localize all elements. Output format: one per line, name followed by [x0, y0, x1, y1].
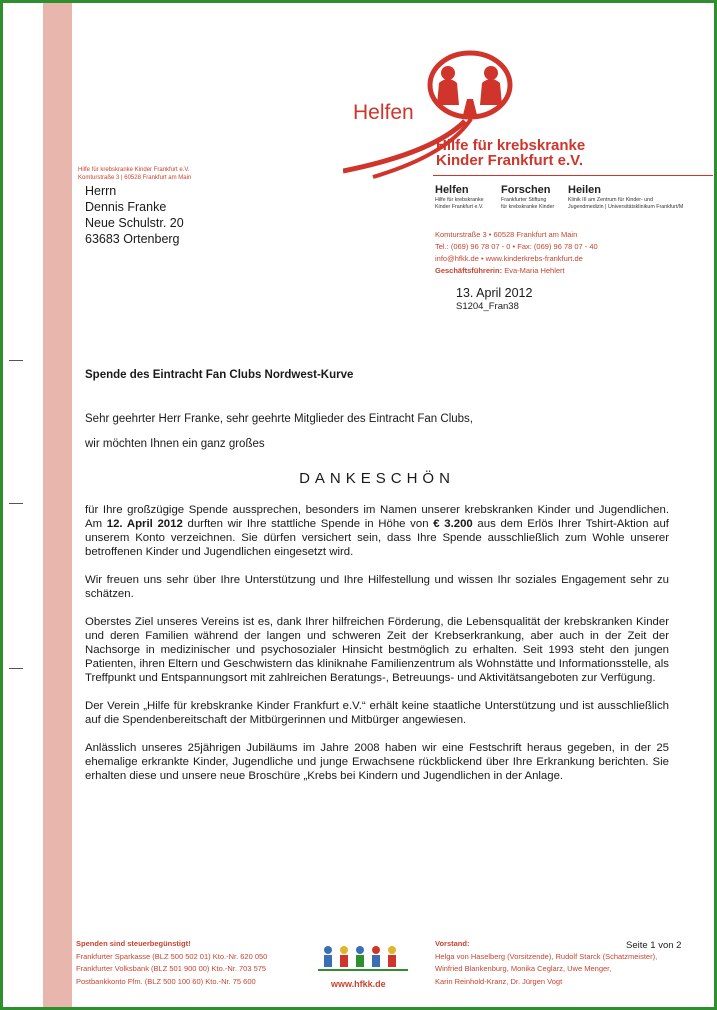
text-run: aus dem Erlös Ihrer Tshirt-Aktion auf unserem Konto verzeichnen. Sie dürfen versichert sein, dass Ihre Spende ausschließlich zum Wohle unserer betroffenen Kinder und Jugendlichen eingesetzt wird. [85, 518, 669, 559]
board-line: Helga von Haselberg (Vorsitzende), Rudolf Starck (Schatzmeister), [435, 951, 658, 961]
letter-footer [76, 938, 716, 998]
board-line: Winfried Blankenburg, Monika Ceglarz, Uwe Menger, [435, 964, 612, 973]
director-label: Geschäftsführerin: [435, 266, 503, 275]
header-divider [433, 175, 713, 176]
donation-date: 12. April 2012 [106, 518, 183, 531]
column-title: Helfen [435, 184, 469, 196]
org-name-line: Hilfe für krebskranke [436, 137, 586, 154]
recipient-address [85, 183, 184, 247]
board-members [435, 938, 657, 988]
contact-address: Komturstraße 3 • 60528 Frankfurt am Main [435, 230, 578, 239]
letter-date: 13. April 2012 [456, 286, 533, 300]
paragraph: Wir freuen uns sehr über Ihre Unterstützung und Ihre Hilfestellung und wissen Ihr soziales Engagement sehr zu schätzen. [85, 573, 669, 601]
paragraph: Anlässlich unseres 25jährigen Jubiläums im Jahre 2008 haben wir eine Festschrift heraus gegeben, in der 25 ehemalige erkrankte Kinder, Jugendliche und junge Erwachsene rückblickend über Ihre Erkrankung berichten. Sie erhalten diese und unsere neue Broschüre „Krebs bei Kindern und Jugendlichen in der Anlage. [85, 741, 669, 782]
footer-website: www.hfkk.de [331, 979, 386, 989]
column-line: Frankfurter Stiftung [501, 197, 547, 203]
column-line: für krebskranke Kinder [501, 204, 555, 210]
contact-block [435, 229, 598, 277]
recipient-line: Neue Schulstr. 20 [85, 216, 184, 230]
thank-you-heading: DANKESCHÖN [299, 470, 455, 487]
recipient-line: Dennis Franke [85, 200, 167, 214]
column-title: Forschen [501, 184, 551, 196]
children-illustration-icon [318, 944, 408, 974]
paragraph: Der Verein „Hilfe für krebskranke Kinder Frankfurt e.V.“ erhält keine staatliche Unterstützung und ist ausschließlich auf die Spendenbereitschaft der Mitbürgerinnen und Mitbürger angewiesen. [85, 699, 669, 726]
letter-body [85, 503, 669, 796]
sender-line: Hilfe für krebskranke Kinder Frankfurt e.V. [78, 167, 190, 173]
sender-line: Komturstraße 3 | 60528 Frankfurt am Main [78, 175, 192, 181]
column-line: Hilfe für krebskranke [435, 197, 484, 203]
column-line: Klinik III am Zentrum für Kinder- und [568, 197, 654, 203]
paragraph [85, 503, 669, 559]
column-line: Kinder Frankfurt e.V. [435, 204, 484, 210]
column-line: Jugendmedizin | Universitätsklinikum Frankfurt/M [568, 204, 684, 210]
bank-line: Frankfurter Volksbank (BLZ 501 900 00) Kto.-Nr. 703 575 [76, 964, 267, 973]
organization-name [436, 138, 585, 168]
recipient-line: 63683 Ortenberg [85, 232, 180, 246]
board-title: Vorstand: [435, 939, 470, 948]
org-name-line: Kinder Frankfurt e.V. [436, 152, 583, 169]
column-heilen [568, 184, 683, 211]
contact-phone: Tel.: (069) 96 78 07 - 0 • Fax: (069) 96 78 07 - 40 [435, 242, 598, 251]
fold-mark [9, 360, 23, 361]
text-run: durften wir Ihre stattliche Spende in Höhe von [182, 518, 434, 531]
fold-mark [9, 668, 23, 669]
managing-director [435, 265, 598, 277]
text-run: für Ihre großzügige Spende aussprechen, besonders im Namen unserer krebskranken Kinder und Jugendlichen. Am [85, 504, 669, 531]
column-helfen [435, 184, 484, 211]
sender-address [78, 166, 191, 182]
recipient-line: Herrn [85, 184, 117, 198]
page-number: Seite 1 von 2 [626, 940, 682, 951]
subject-line: Spende des Eintracht Fan Clubs Nordwest-Kurve [85, 369, 354, 381]
column-title: Heilen [568, 184, 602, 196]
director-name: Eva-Maria Hehlert [504, 266, 565, 275]
bank-line: Frankfurter Sparkasse (BLZ 500 502 01) Kto.-Nr. 620 050 [76, 951, 268, 961]
intro-line: wir möchten Ihnen ein ganz großes [85, 438, 265, 450]
column-forschen [501, 184, 554, 211]
board-line: Karin Reinhold-Kranz, Dr. Jürgen Vogt [435, 976, 563, 986]
contact-web: info@hfkk.de • www.kinderkrebs-frankfurt.de [435, 254, 583, 263]
bank-title: Spenden sind steuerbegünstigt! [76, 939, 191, 948]
decorative-side-stripe [43, 3, 72, 1007]
paragraph: Oberstes Ziel unseres Vereins ist es, dank Ihrer hilfreichen Förderung, die Lebensqualität der krebskranken Kinder und deren Familien während der langen und schweren Zeit der Krebserkrankung, aber auch in der Zeit der Nachsorge in medizinischer und psychosozialer Hinsicht bestmöglich zu erhalten. Seit 1993 steht den jungen Patienten, ihren Eltern und Geschwistern das kliniknahe Familienzentrum als Wohnstätte und Informationsstelle, als Treffpunkt und Entspannungsort mit zahlreichen Beratungs-, Betreuungs- und Aktivitätsangeboten zur Verfügung. [85, 615, 669, 685]
reference-code: S1204_Fran38 [456, 301, 519, 312]
bank-details [76, 938, 267, 988]
logo-wordmark: Helfen [353, 101, 414, 124]
salutation: Sehr geehrter Herr Franke, sehr geehrte Mitglieder des Eintracht Fan Clubs, [85, 413, 473, 425]
bank-line: Postbankkonto Ffm. (BLZ 500 100 60) Kto.-Nr. 75 600 [76, 976, 256, 986]
donation-amount: € 3.200 [433, 518, 473, 531]
punch-mark [9, 503, 23, 504]
